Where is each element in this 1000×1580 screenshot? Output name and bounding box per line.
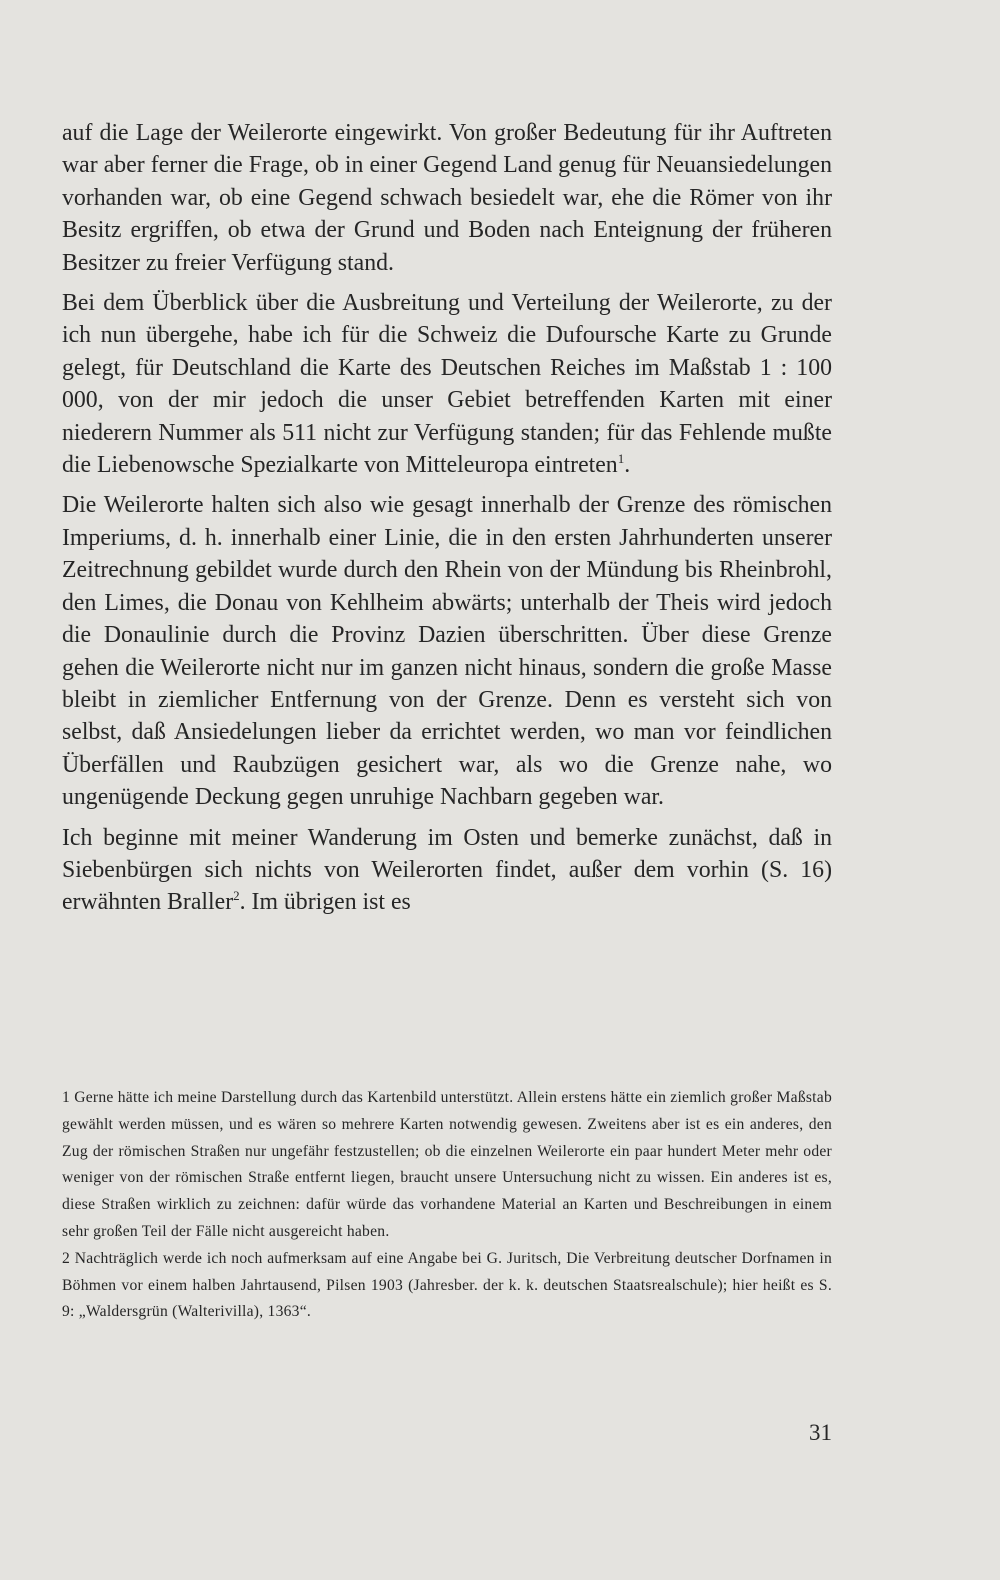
paragraph-1-text: auf die Lage der Weilerorte eingewirkt. Von großer Bedeutung für ihr Auftreten war aber ferner die Frage, ob in einer Gegend Land genug für Neuansiedelungen vorhanden war, ob eine Gegend schwach besiedelt war, ehe die Römer von ihr Besitz ergriffen, ob etwa der Grund und Boden nach Enteignung der früheren Besitzer zu freier Verfügung stand. (62, 120, 832, 276)
paragraph-2-text: Bei dem Überblick über die Ausbreitung und Verteilung der Weilerorte, zu der ich nun übergehe, habe ich für die Schweiz die Dufoursche Karte zu Grunde gelegt, für Deutschland die Karte des Deutschen Reiches im Maßstab 1 : 100 000, von der mir jedoch die unser Gebiet betreffenden Karten mit einer niederern Nummer als 511 nicht zur Verfügung standen; für das Fehlende mußte die Liebenowsche Spezialkarte von Mitteleuropa eintreten (62, 290, 832, 479)
paragraph-1 (62, 117, 832, 279)
paragraph-3-text: Die Weilerorte halten sich also wie gesagt innerhalb der Grenze des römischen Imperiums, d. h. innerhalb einer Linie, die in den ersten Jahrhunderten unserer Zeitrechnung gebildet wurde durch den Rhein von der Mündung bis Rheinbrohl, den Limes, die Donau von Kehlheim abwärts; unterhalb der Theis wird jedoch die Donaulinie durch die Provinz Dazien überschritten. Über diese Grenze gehen die Weilerorte nicht nur im ganzen nicht hinaus, sondern die große Masse bleibt in ziemlicher Entfernung von der Grenze. Denn es versteht sich von selbst, daß Ansiedelungen lieber da errichtet werden, wo man vor feindlichen Überfällen und Raubzügen gesichert war, als wo die Grenze nahe, wo ungenügende Deckung gegen unruhige Nachbarn gegeben war. (62, 492, 832, 811)
footnote-2: 2 Nachträglich werde ich noch aufmerksam auf eine Angabe bei G. Juritsch, Die Verbreitung deutscher Dorfnamen in Böhmen vor einem halben Jahrtausend, Pilsen 1903 (Jahresber. der k. k. deutschen Staatsrealschule); hier heißt es S. 9: „Waldersgrün (Walterivilla), 1363“. (62, 1249, 832, 1321)
footnotes (62, 1085, 832, 1326)
footnote-1: 1 Gerne hätte ich meine Darstellung durch das Kartenbild unterstützt. Allein erstens hätte ein ziemlich großer Maßstab gewählt werden müssen, und es wären so mehrere Karten notwendig gewesen. Zweitens aber ist es ein anderes, den Zug der römischen Straßen nur ungefähr festzustellen; ob die einzelnen Weilerorte ein paar hundert Meter mehr oder weniger von der römischen Straße entfernt liegen, braucht unsere Untersuchung nicht zu wissen. Ein anderes ist es, diese Straßen wirklich zu zeichnen: dafür würde das vorhandene Material an Karten und Beschreibungen in einem sehr großen Teil der Fälle nicht ausgereicht haben. (62, 1089, 832, 1240)
body-text (62, 117, 832, 927)
paragraph-4-text: Ich beginne mit meiner Wanderung im Osten und bemerke zunächst, daß in Siebenbürgen sich nichts von Weilerorten findet, außer dem vorhin (S. 16) erwähnten Braller (62, 824, 832, 916)
paragraph-4-tail: . Im übrigen ist es (239, 889, 411, 916)
paragraph-3 (62, 489, 832, 813)
paragraph-4 (62, 822, 832, 919)
footnote-ref-2: 2 (233, 888, 240, 904)
paragraph-2 (62, 287, 832, 481)
footnote-ref-1: 1 (617, 451, 625, 467)
paragraph-2-tail: . (624, 452, 631, 479)
page-number: 31 (809, 1420, 832, 1445)
